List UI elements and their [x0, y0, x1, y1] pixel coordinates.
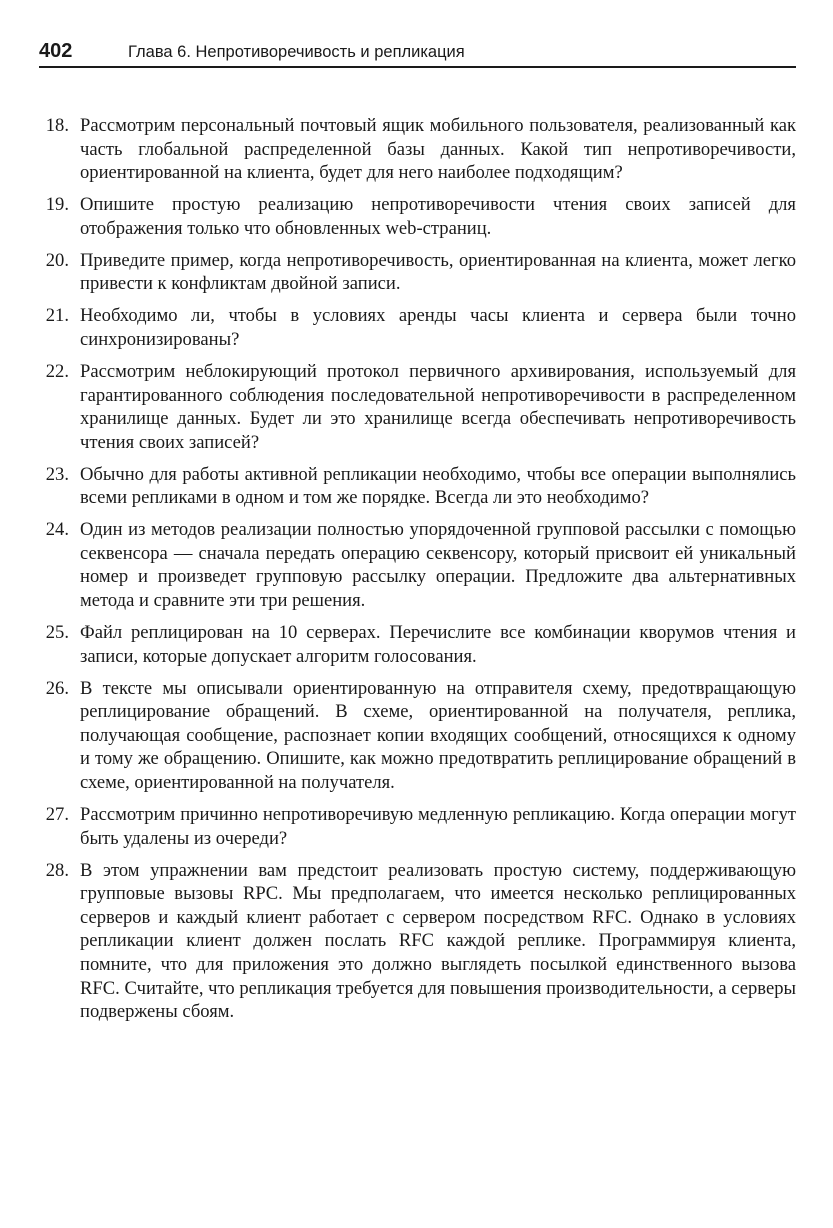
- exercise-number: 20.: [45, 249, 69, 271]
- chapter-title: Глава 6. Непротиворечивость и репликация: [128, 43, 465, 61]
- exercise-item: [39, 463, 796, 510]
- exercise-item: [39, 803, 796, 850]
- exercise-text: Необходимо ли, чтобы в условиях аренды часы клиента и сервера были точно синхронизированы?: [80, 305, 796, 350]
- exercise-item: [39, 360, 796, 454]
- exercise-item: [39, 677, 796, 795]
- exercise-list: [39, 114, 796, 1032]
- exercise-item: [39, 859, 796, 1024]
- exercise-text: Приведите пример, когда непротиворечивость, ориентированная на клиента, может легко привести к конфликтам двойной записи.: [80, 249, 796, 295]
- exercise-text: Рассмотрим неблокирующий протокол первичного архивирования, используемый для гарантированного соблюдения последовательной непротиворечивости в распределенном хранилище данных. Будет ли это хранилище всегда обеспечивать непротиворечивость чтения своих записей?: [80, 360, 796, 453]
- exercise-text: Рассмотрим причинно непротиворечивую медленную репликацию. Когда операции могут быть удалены из очереди?: [80, 803, 796, 849]
- exercise-number: 27.: [45, 803, 69, 825]
- exercise-text: В этом упражнении вам предстоит реализовать простую систему, поддерживающую групповые вызовы RPC. Мы предполагаем, что имеется несколько реплицированных серверов и каждый клиент работает с сервером посредством RFC. Однако в условиях репликации клиент должен послать RFC каждой реплике. Программируя клиента, помните, что для приложения это должно выглядеть посылкой единственного вызова RFC. Считайте, что репликация требуется для повышения производительности, а серверы подвержены сбоям.: [80, 859, 796, 1023]
- exercise-item: [39, 249, 796, 296]
- exercise-number: 28.: [45, 859, 69, 881]
- exercise-number: 18.: [45, 115, 69, 136]
- page-number: 402: [39, 40, 73, 62]
- exercise-text: Опишите простую реализацию непротиворечивости чтения своих записей для отображения только что обновленных web-страниц.: [80, 194, 796, 239]
- exercise-number: 19.: [45, 194, 69, 216]
- exercise-item: [39, 621, 796, 668]
- exercise-item: [39, 304, 796, 351]
- exercise-number: 23.: [45, 463, 69, 485]
- exercise-text: В тексте мы описывали ориентированную на отправителя схему, предотвращающую реплицирование обращений. В схеме, ориентированной на получателя, реплика, получающая сообщение, распознает копии входящих сообщений, относящихся к одному и тому же обращению. Опишите, как можно предотвратить реплицирование обращений в схеме, ориентированной на получателя.: [80, 677, 796, 793]
- exercise-number: 22.: [45, 360, 69, 382]
- exercise-number: 25.: [45, 622, 69, 644]
- exercise-number: 21.: [45, 305, 69, 327]
- exercise-text: Обычно для работы активной репликации необходимо, чтобы все операции выполнялись всеми репликами в одном и том же порядке. Всегда ли это необходимо?: [80, 463, 796, 509]
- exercise-item: [39, 193, 796, 240]
- exercise-number: 26.: [45, 677, 69, 699]
- page-header: [39, 40, 796, 68]
- exercise-item: [39, 114, 796, 185]
- exercise-item: [39, 518, 796, 612]
- exercise-text: Файл реплицирован на 10 серверах. Перечислите все комбинации кворумов чтения и записи, которые допускает алгоритм голосования.: [80, 622, 796, 667]
- exercise-number: 24.: [45, 519, 69, 541]
- exercise-text: Один из методов реализации полностью упорядоченной групповой рассылки с помощью секвенсора — сначала передать операцию секвенсору, который присвоит ей уникальный номер и произведет групповую рассылку операции. Предложите два альтернативных метода и сравните эти три решения.: [80, 519, 796, 612]
- exercise-text: Рассмотрим персональный почтовый ящик мобильного пользователя, реализованный как часть глобальной распределенной базы данных. Какой тип непротиворечивости, ориентированной на клиента, будет для него наиболее подходящим?: [80, 115, 796, 184]
